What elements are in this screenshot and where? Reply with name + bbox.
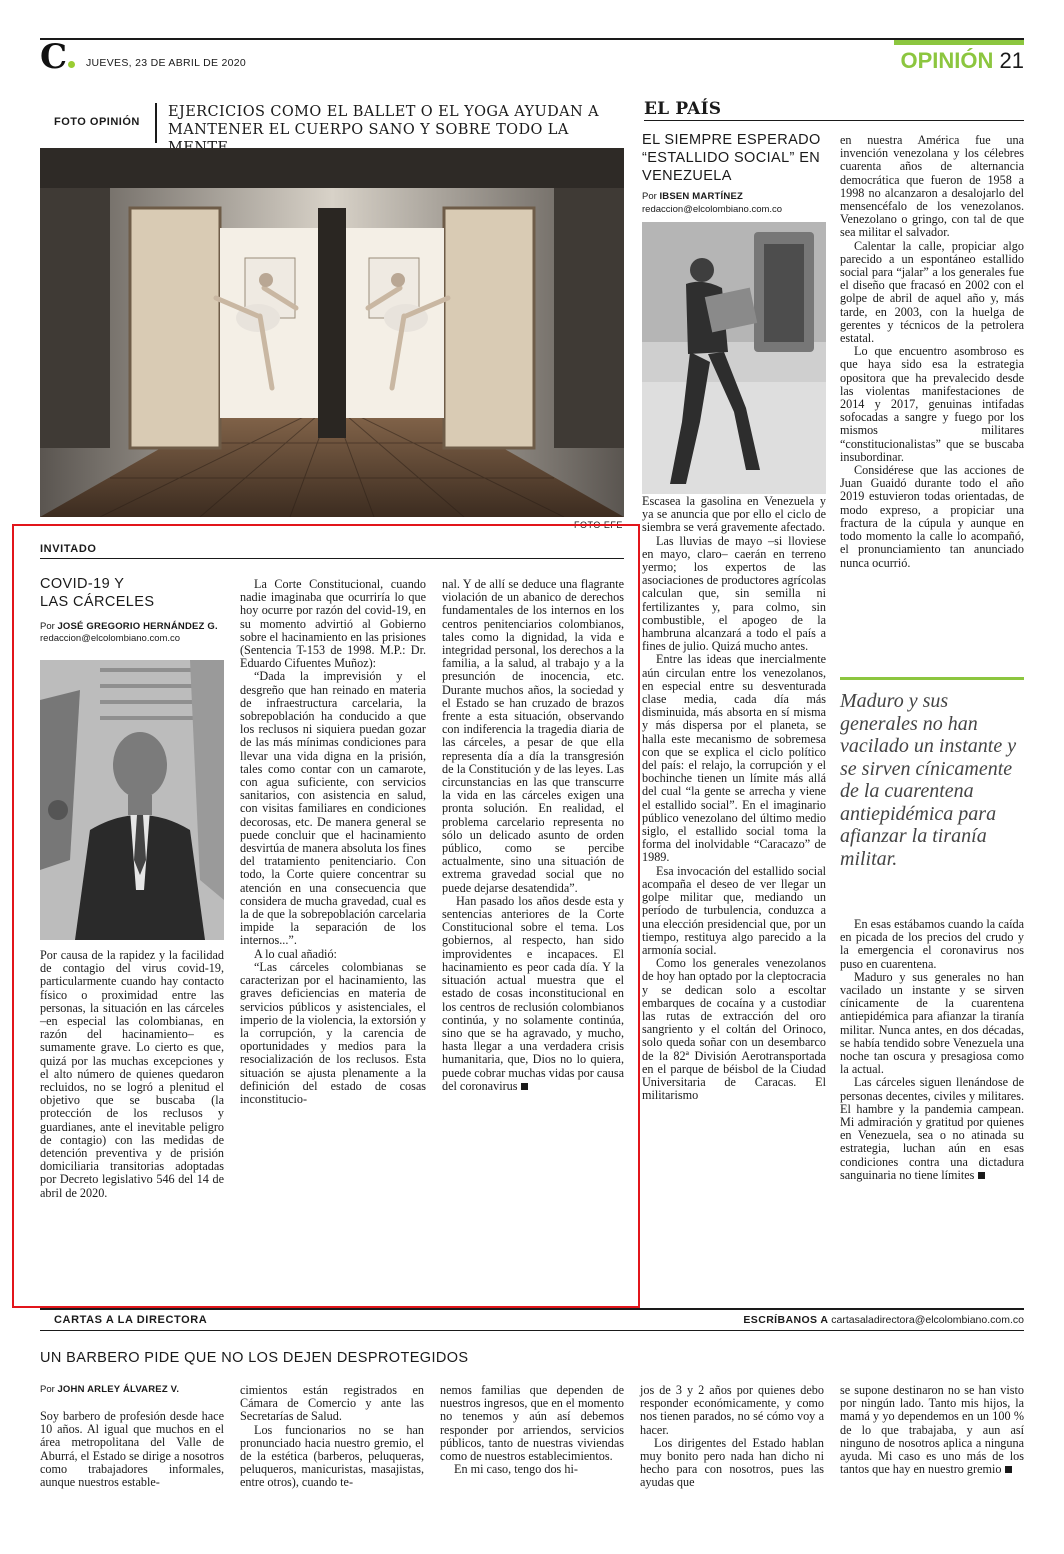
paragraph: En esas estábamos cuando la caída en picada de los precios del crudo y la emergencia el coronavirus nos puso en cuarentena. [840,917,1024,971]
author-portrait-image [40,660,224,940]
page-number: 21 [999,48,1024,73]
el-pais-headline: EL SIEMPRE ESPERADO “ESTALLIDO SOCIAL” EN VENEZUELA [642,132,821,184]
paragraph: Como los generales venezolanos de hoy han optado por la cleptocracia y se dedican solo a escoltar embarques de cocaína y a custodiar las rutas de extracción del oro sangriento y el coltán del Orinoco, solo queda soñar con un desembarco de la 82ª División Aerotransportada en el parque de béisbol de la Ciudad Universitaria de Caracas. El militarismo [642,956,826,1103]
paragraph: Calentar la calle, propiciar algo parecido a un espontáneo estallido social para “jalar” a los generales fue el diseño que fracasó en 2002 con el golpe de abril de aquel año y, más tarde, en 2003, con la huelga de gerentes y técnicos de la petrolera estatal. [840,238,1024,346]
ballet-photo-image [40,148,624,517]
cartas-headline: UN BARBERO PIDE QUE NO LOS DEJEN DESPROTEGIDOS [40,1350,469,1366]
cartas-col-5 [840,1384,1024,1476]
paragraph: Las lluvias de mayo –si lloviese en mayo, claro– caerán en terreno yermo; los expertos de las asociaciones de productores agrícolas calculan que, sin semilla ni fertilizantes y, para colmo, sin combustible, el apogeo de la hambruna alcanzará a todo el país a fines de julio. Quizá mucho antes. [642,533,826,654]
headline-line: LAS CÁRCELES [40,594,155,610]
el-pais-col-2-top [840,134,1024,570]
invitado-col-1 [40,949,224,1200]
end-mark [521,1083,528,1090]
newspaper-logo: C [40,40,75,74]
escribanos-label: ESCRÍBANOS A [743,1314,829,1326]
paragraph: “Las cárceles colombianas se caracterizan por el hacinamiento, las graves deficiencias en materia de servicios públicos y asistenciales, el imperio de la violencia, la extorsión y la corrupción, y la carencia de oportunidades y medios para la resocialización de los reclusos. Esta situación se ajusta plenamente a la definición del estado de cosas inconstitucio- [240,959,426,1106]
paragraph: jos de 3 y 2 años por quienes debo responder económicamente, y como nos tienen parados, no sé cómo voy a hacer. [640,1383,824,1437]
author-name: JOSÉ GREGORIO HERNÁNDEZ G. [57,621,218,632]
paragraph: en nuestra América fue una invención venezolana y los célebres cuarenta años de alternancia democrática que fueron de 1958 a 1998 no alcanzaron a desalojarlo del mensencéfalo de los venezolanos. Venezolano o gringo, con tal de que sea militar el salvador. [840,133,1024,240]
paragraph: Considérese que las acciones de Juan Guaidó durante todo el año 2019 estuvieron todas orientadas, de modo expreso, a propiciar una fractura de la cúpula y aunque en todo momento la calle lo acompañó, el pronunciamiento tan anunciado nunca ocurrió. [840,463,1024,570]
el-pais-col-1 [642,495,826,1102]
el-pais-kicker: EL PAÍS [644,99,722,119]
paragraph: cimientos están registrados en Cámara de Comercio y ante las Secretarías de Salud. [240,1383,424,1424]
section-header [900,49,1024,73]
byline-prefix: Por [40,1384,55,1395]
el-pais-email: redaccion@elcolombiano.com.co [642,204,783,215]
section-accent-bar [894,40,1024,45]
byline-prefix: Por [40,621,55,632]
el-pais-col-2-bottom [840,918,1024,1182]
cartas-under-rule [40,1330,1024,1331]
author-name: JOHN ARLEY ÁLVAREZ V. [57,1384,180,1395]
paragraph: Por causa de la rapidez y la facilidad de contagio del virus covid-19, particularmente cuando hay contacto físico o proximidad entre las personas, la situación en las cárceles –en especial las colombianas, en razón del hacinamiento– es sumamente grave. Lo cierto es que, quizá por las muchas excepciones y el alto número de quienes quedaron recluidos, no se logró a plenitud el objetivo que se buscaba (la protección de los reclusos y guardianes, ante el inevitable peligro de contagio) con las medidas de detención preventiva y de prisión domiciliaria transitorias adoptadas por Decreto legislativo 546 del 14 de abril de 2020. [40,948,224,1200]
end-mark [1005,1466,1012,1473]
paragraph: Los dirigentes del Estado hablan muy bonito pero nada han dicho ni hecho para con nosotros, pues las ayudas que [640,1435,824,1490]
paragraph: Las cárceles siguen llenándose de personas decentes, civiles y militares. El hambre y la pandemia campean. Mi admiración y gratitud por quienes en Venezuela, sea o no atinada su estrategia, luchan aún en esas condiciones contra una dictadura sanguinaria no tiene límites [840,1075,1024,1182]
invitado-headline [40,575,220,611]
foto-opinion-label: FOTO OPINIÓN [54,116,140,128]
paragraph: Los funcionarios no se han pronunciado hacia nuestro gremio, el de la estética (barberos, peluqueras, peluqueros, manicuristas, masajistas, entre otros), cuando te- [240,1422,424,1490]
cartas-byline [40,1384,179,1395]
end-mark [978,1172,985,1179]
paragraph: Soy barbero de profesión desde hace 10 años. Al igual que muchos en el área metropolitana del Valle de Aburrá, el Estado se dirige a nosotros como trabajadores informales, aunque nuestros estable- [40,1409,224,1490]
el-pais-rule [644,120,1024,121]
escribanos-line [743,1314,1024,1326]
cartas-col-1 [40,1410,224,1489]
foto-separator [155,103,157,143]
byline-prefix: Por [642,191,657,202]
author-name: IBSEN MARTÍNEZ [659,191,743,202]
paragraph: En mi caso, tengo dos hi- [454,1462,578,1477]
ballet-photo [40,148,624,517]
paragraph: Escasea la gasolina en Venezuela y ya se anuncia que por ello el ciclo de siembra se verá gravemente afectado. [642,494,826,535]
paragraph: Han pasado los años desde esta y sentencias anteriores de la Corte Constitucional sobre el tema. Los gobiernos, al respecto, han sido improvidentes e incapaces. El hacinamiento es peor cada día. Y la situación actual muestra que el estado de cosas inconstitucional en los centros de reclusión colombianos continúa, y no solamente continúa, sino que se ha agravado, y mucho, hasta llegar a una verdadera crisis humanitaria, que, Dios no lo quiera, puede cobrar muchas vidas por causa del coronavirus [442,893,624,1093]
issue-date: JUEVES, 23 DE ABRIL DE 2020 [86,57,247,69]
el-pais-byline [642,191,743,202]
escribanos-email[interactable]: cartasaladirectora@elcolombiano.com.co [831,1314,1024,1326]
headline-line: COVID-19 Y [40,576,125,592]
paragraph: se supone destinaron no se han visto por ningún lado. Tanto mis hijos, la mamá y yo dependemos en un 100 % de lo que trabajaba, y aun así ninguno de nosotros aplica a ninguna ayuda. Mi caso es uno más de los tantos que hay en nuestro gremio [840,1383,1024,1477]
paragraph: Entre las ideas que inercialmente aún circulan entre los venezolanos, en especial entre su desventurada clase media, cada día más disminuida, más absorta en sí misma y más dispersa por el planeta, se halla este mecanismo de sobremesa con que se explica el ciclo político del país: el relajo, la corrupción y el bochinche tienen un límite más allá del cual “la gente se arrecha y viene el estallido social”. En el imaginario público venezolano del último medio siglo, el estallido social toma la forma del inolvidable “Caracazo” de 1989. [642,652,826,865]
header-rule [40,38,1024,40]
cartas-top-rule [40,1308,1024,1310]
cartas-kicker: CARTAS A LA DIRECTORA [54,1314,208,1326]
paragraph: Lo que encuentro asombroso es que haya sido esa la estrategia opositora que ha prevalecido desde las violentas manifestaciones de 2014 y 2017, genuinas intifadas sofocadas a sangre y fuego por los mismos militares “constitucionalistas” que se buscaba insubordinar. [840,344,1024,464]
cartas-col-2 [240,1384,424,1490]
pull-quote-rule [840,677,1024,680]
paragraph: Maduro y sus generales no han vacilado un instante y se sirven cínicamente de la cuarentena antiepidémica para afianzar la tiranía militar. Nunca antes, en dos décadas, se había tendido sobre Venezuela una noche tan oscura y presagiosa como la actual. [840,969,1024,1077]
cartas-col-3 [440,1384,624,1476]
statue-photo-image [642,222,826,494]
invitado-rule [40,558,624,559]
author-portrait [40,660,224,940]
paragraph: Esa invocación del estallido social acompaña el deseo de ver llegar un golpe militar que, mediando un período de turbulencia, conduzca a una elección presidencial que, por un tiempo, restituya algo parecido a la armonía social. [642,863,826,957]
photo-credit: FOTO EFE [574,520,623,530]
invitado-kicker: INVITADO [40,543,97,555]
author-email: redaccion@elcolombiano.com.co [40,633,181,644]
pull-quote: Maduro y sus generales no han vacilado un instante y se sirven cínicamente de la cuarentena antiepidémica para afianzar la tiranía militar. [840,690,1017,870]
paragraph: nemos familias que dependen de nuestros ingresos, que en el momento no tenemos y aún así debemos responder por arriendos, servicios públicos, tanto de nuestras viviendas como de nuestros establecimientos. [440,1383,624,1464]
foto-caption: EJERCICIOS COMO EL BALLET O EL YOGA AYUDAN A MANTENER EL CUERPO SANO Y SOBRE TODO LA [168,104,599,138]
invitado-col-3 [442,578,624,1093]
paragraph: A lo cual añadió: [254,946,337,961]
invitado-col-2 [240,578,426,1106]
paragraph: “Dada la imprevisión y el desgreño que han reinado en materia de infraestructura carcelaria, la sobrepoblación ha conducido a que los reclusos ni siquiera puedan gozar de las más mínimas condiciones para llevar una vida digna en la prisión, tales como contar con un camarote, con agua suficiente, con servicios sanitarios, con asistencia en salud, con visitas familiares en condiciones decorosas, etc. De manera general se puede concluir que el hacinamiento desvirtúa de manera absoluta los fines del tratamiento penitenciario. Con todo, la Corte quiere concentrar su atención en una consecuencia que considera de mucha gravedad, cual es la de que la sobrepoblación carcelaria impide la separación de los internos...”. [240,669,426,948]
paragraph: nal. Y de allí se deduce una flagrante violación de un abanico de derechos fundamentales de los internos en los centros penitenciarios colombianos, tales como la dignidad, la vida e integridad personal, los derechos a la familia, a la salud, al trabajo y a la presunción de inocencia, etc. Durante muchos años, la sociedad y el Estado se han cruzado de brazos frente a esta situación, observando con indiferencia la tragedia diaria de las cárceles, a pesar de que ella representa día a día la transgresión de la Constitución y de las leyes. Las circunstancias en las que transcurre la vida en las cárceles exigen una pronta solución. En realidad, el problema carcelario representa no sólo un delicado asunto de orden público, como se percibe actualmente, sino una situación de extrema gravedad social que no puede dejarse desatendida”. [442,577,624,895]
paragraph: La Corte Constitucional, cuando nadie imaginaba que ocurriría lo que hoy ocurre por razón del covid-19, en su momento advirtió al Gobierno sobre el hacinamiento en las prisiones (Sentencia T-153 de 1998. M.P.: Dr. Eduardo Cifuentes Muñoz): [240,577,426,671]
cartas-col-4 [640,1384,824,1490]
invitado-byline [40,621,218,632]
statue-photo [642,222,826,494]
section-name: OPINIÓN [900,48,994,73]
